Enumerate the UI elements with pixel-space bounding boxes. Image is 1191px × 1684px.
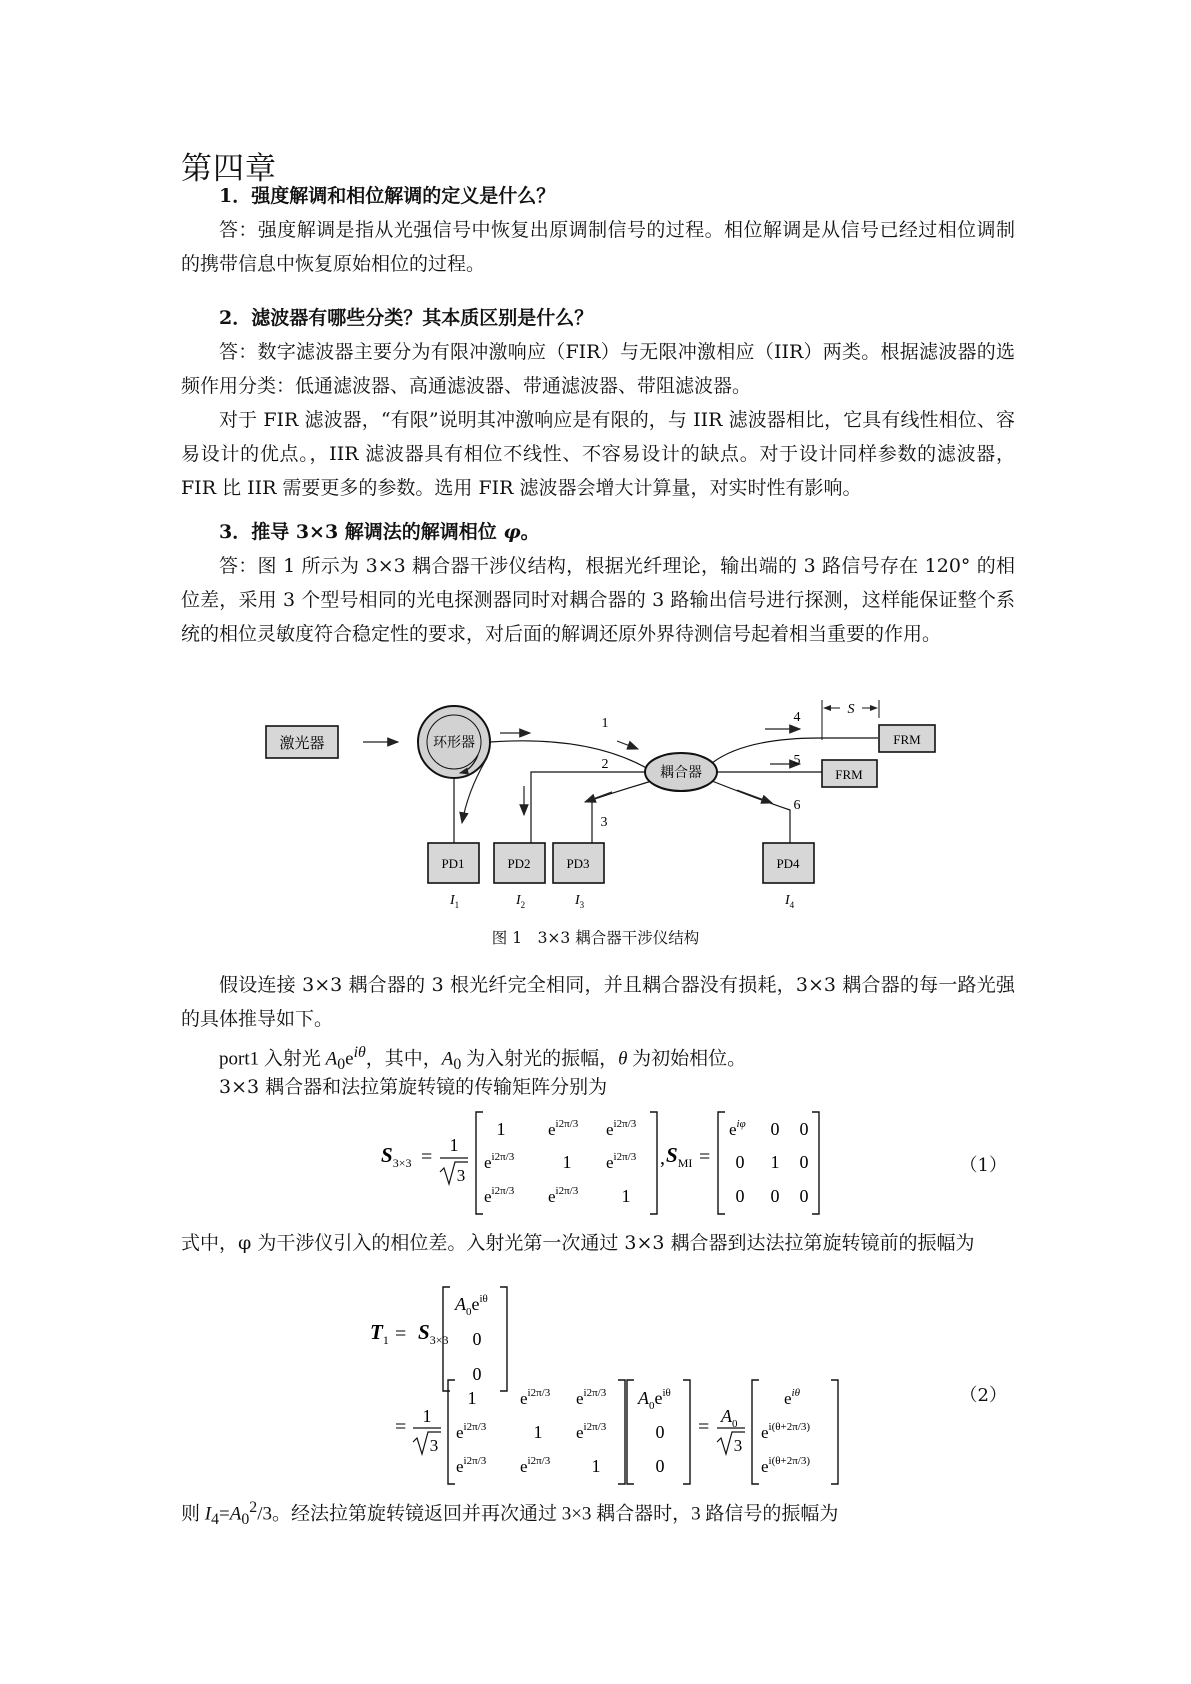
eq1-m12: $e^{i2\pi/3}$	[548, 1118, 579, 1139]
eq1-smi-m31: 0	[735, 1186, 745, 1206]
eq2-s-symbol: $S_{3\times 3}$	[418, 1320, 449, 1347]
matrix-intro: 3×3 耦合器和法拉第旋转镜的传输矩阵分别为	[219, 1076, 608, 1098]
eq2-vec1-zero1: 0	[472, 1329, 482, 1349]
eq1-smi-m13: 0	[799, 1119, 809, 1139]
eq2-vec3-r2: $e^{i(\theta+2\pi/3)}$	[761, 1421, 811, 1442]
intensity-i3: $I_3$	[575, 893, 585, 910]
eq2-vec3-bracket-left	[752, 1380, 759, 1484]
equation-1	[381, 1112, 819, 1214]
eq1-m13: $e^{i2\pi/3}$	[606, 1118, 637, 1139]
question-2-title: 2．滤波器有哪些分类？其本质区别是什么？	[219, 307, 594, 329]
question-3-title-prefix: 3．推导 3×3 解调法的解调相位	[219, 521, 504, 543]
eq2-m12: $e^{i2\pi/3}$	[520, 1387, 551, 1408]
eq1-smi-symbol: ,	[660, 1147, 665, 1169]
port-5-label: 5	[793, 753, 801, 768]
eq1-equals: =	[421, 1146, 433, 1168]
question-1-answer: 答：强度解调是指从光强信号中恢复出原调制信号的过程。相位解调是从信号已经过相位调制的携带信息中恢复原始相位的过程。	[181, 219, 1015, 275]
eq2-vec1-a0e: $A_0e^{i\theta}$	[455, 1293, 488, 1318]
last-text-a: 则	[181, 1503, 205, 1525]
phi-symbol: φ	[503, 521, 521, 543]
eq2-sqrt3: 3	[429, 1436, 439, 1455]
question-1-title: 1．强度解调和相位解调的定义是什么？	[219, 185, 556, 207]
port-6-arrow	[737, 790, 772, 803]
phi-paragraph: 式中，φ 为干涉仪引入的相位差。入射光第一次通过 3×3 耦合器到达法拉第旋转镜前的振幅为	[181, 1232, 975, 1254]
eq2-m13: $e^{i2\pi/3}$	[576, 1387, 607, 1408]
equation-2-number: （2）	[959, 1385, 1007, 1406]
eq1-smi-m33: 0	[799, 1186, 809, 1206]
pd4-label: PD4	[776, 856, 800, 871]
eq1-smi-m23: 0	[799, 1152, 809, 1172]
port-3-label: 3	[600, 815, 608, 830]
eq1-smi-bracket-left	[718, 1112, 725, 1214]
theta-symbol: θ	[618, 1048, 628, 1070]
assumption-paragraph: 假设连接 3×3 耦合器的 3 根光纤完全相同，并且耦合器没有损耗，3×3 耦合器的每一路光强的具体推导如下。	[181, 974, 1015, 1030]
amplitude-symbol: A	[325, 1048, 338, 1070]
equation-1-number: （1）	[959, 1155, 1007, 1176]
eq2-m11: 1	[467, 1388, 477, 1408]
eq2-vec2-bracket-right	[683, 1380, 690, 1484]
pd3-label: PD3	[566, 856, 590, 871]
intensity-subscript: 4	[211, 1511, 220, 1529]
chapter-title: 第四章	[181, 151, 277, 187]
eq2-m31: $e^{i2\pi/3}$	[456, 1455, 487, 1476]
eq1-bracket-right	[650, 1112, 657, 1214]
amplitude-subscript: 0	[337, 1056, 346, 1074]
eq1-smi-m22: 1	[770, 1152, 780, 1172]
question-2-answer: 答：数字滤波器主要分为有限冲激响应（FIR）与无限冲激相应（IIR）两类。根据滤波器的选频作用分类：低通滤波器、高通滤波器、带通滤波器、带阻滤波器。	[181, 341, 1015, 397]
eq1-sqrt3: 3	[456, 1166, 466, 1185]
question-3-title-suffix: 。	[520, 521, 540, 543]
eq1-m33: 1	[621, 1186, 631, 1206]
s-label: S	[847, 702, 855, 717]
last-text-c: /3。经法拉第旋转镜返回并再次通过 3×3 耦合器时，3 路信号的振幅为	[257, 1503, 839, 1525]
eq1-m11: 1	[496, 1119, 506, 1139]
port1-text-d: 为初始相位。	[627, 1048, 747, 1070]
eq1-m21: $e^{i2\pi/3}$	[484, 1151, 515, 1172]
eq2-equals-2: =	[395, 1416, 407, 1438]
circulator-label: 环形器	[433, 736, 475, 751]
square-superscript: 2	[249, 1499, 258, 1516]
question-2-answer-continued: 对于 FIR 滤波器，“有限”说明其冲激响应是有限的，与 IIR 滤波器相比，它具有线性相位、容易设计的优点。，IIR 滤波器具有相位不线性、不容易设计的缺点。对于设计同样参数的滤波器，FIR 比 IIR 需要更多的参数。选用 FIR 滤波器会增大计算量，对实时性有影响。	[181, 409, 1015, 499]
port1-text-a: port1 入射光	[219, 1048, 326, 1070]
last-paragraph	[181, 1491, 1015, 1537]
exp-symbol: e	[345, 1048, 354, 1070]
eq1-m23: $e^{i2\pi/3}$	[606, 1151, 637, 1172]
intensity-i1: $I_1$	[450, 893, 460, 910]
eq1-m32: $e^{i2\pi/3}$	[548, 1185, 579, 1206]
port1-text-c: 为入射光的振幅，	[461, 1048, 619, 1070]
eq1-smi-m32: 0	[770, 1186, 780, 1206]
eq1-smi-m21: 0	[735, 1152, 745, 1172]
eq1-smi-m12: 0	[770, 1119, 780, 1139]
return-arrow-pd3	[585, 792, 612, 802]
eq2-matrix-bracket-right	[618, 1380, 625, 1484]
port-1-arrow	[617, 741, 638, 749]
frm-top-label: FRM	[893, 732, 921, 747]
intensity-symbol: I	[204, 1503, 212, 1525]
eq2-m22: 1	[533, 1422, 543, 1442]
eq2-sqrt3-2: 3	[733, 1436, 743, 1455]
eq2-vec1-zero2: 0	[472, 1364, 482, 1384]
eq1-frac-num: 1	[449, 1135, 459, 1155]
port1-text-b: ，其中，	[365, 1048, 442, 1070]
equation-2	[370, 1287, 838, 1484]
eq1-smi-equals: =	[699, 1146, 711, 1168]
eq2-vec1-bracket-right	[500, 1287, 507, 1391]
port-1-label: 1	[601, 716, 609, 731]
eq2-vec3-r3: $e^{i(\theta+2\pi/3)}$	[761, 1455, 811, 1476]
fiber-port-1	[490, 741, 650, 770]
eq2-frac-num: 1	[422, 1406, 432, 1426]
coupler-label: 耦合器	[660, 766, 702, 781]
eq2-vec3-bracket-right	[831, 1380, 838, 1484]
amplitude-subscript-3: 0	[241, 1511, 250, 1529]
intensity-i4: $I_4$	[785, 893, 795, 910]
eq1-smi-bracket-right	[812, 1112, 819, 1214]
amplitude-subscript-2: 0	[453, 1056, 462, 1074]
eq2-equals-1: =	[395, 1323, 407, 1345]
eq2-m23: $e^{i2\pi/3}$	[576, 1421, 607, 1442]
eq2-vec3-r1: $e^{i\theta}$	[784, 1387, 801, 1408]
amplitude-symbol-2: A	[441, 1048, 454, 1070]
eq2-matrix-bracket-left	[448, 1380, 455, 1484]
eq1-smi-m11: $e^{i\varphi}$	[729, 1118, 746, 1139]
eq2-m21: $e^{i2\pi/3}$	[456, 1421, 487, 1442]
eq2-m32: $e^{i2\pi/3}$	[520, 1455, 551, 1476]
eq2-vec2-zero1: 0	[655, 1422, 665, 1442]
amplitude-symbol-3: A	[229, 1503, 242, 1525]
eq2-vec2-a0e: $A_0e^{i\theta}$	[638, 1387, 671, 1412]
exp-superscript: iθ	[353, 1044, 366, 1061]
figure-caption: 图 1 3×3 耦合器干涉仪结构	[491, 929, 700, 947]
question-3-answer: 答：图 1 所示为 3×3 耦合器干涉仪结构，根据光纤理论，输出端的 3 路信号存在 120° 的相位差，采用 3 个型号相同的光电探测器同时对耦合器的 3 路输出信号进行探测，这样能保证整个系统的相位灵敏度符合稳定性的要求，对后面的解调还原外界待测信号起着相当重要的作用。	[181, 555, 1015, 645]
eq1-m22: 1	[562, 1152, 572, 1172]
frm-mid-label: FRM	[835, 767, 863, 782]
pd1-label: PD1	[441, 856, 465, 871]
eq2-m33: 1	[591, 1456, 601, 1476]
eq1-s-symbol: $S_{3\times 3}$	[381, 1143, 412, 1170]
intensity-i2: $I_2$	[516, 893, 526, 910]
eq1-m31: $e^{i2\pi/3}$	[484, 1185, 515, 1206]
eq2-frac2-num: $A_0$	[721, 1406, 738, 1430]
eq2-vec2-zero2: 0	[655, 1456, 665, 1476]
eq2-equals-3: =	[698, 1416, 710, 1438]
port-2-label: 2	[601, 757, 609, 772]
pd2-label: PD2	[507, 856, 531, 871]
port-6-label: 6	[793, 798, 801, 813]
laser-label: 激光器	[279, 736, 325, 752]
eq2-vec2-bracket-left	[627, 1380, 634, 1484]
port-4-label: 4	[793, 710, 801, 725]
last-text-b: =	[219, 1503, 230, 1525]
eq1-bracket-left	[476, 1112, 483, 1214]
eq2-t-symbol: $T_1$	[370, 1320, 389, 1347]
eq1-smi: $S_{MI}$	[666, 1143, 693, 1170]
